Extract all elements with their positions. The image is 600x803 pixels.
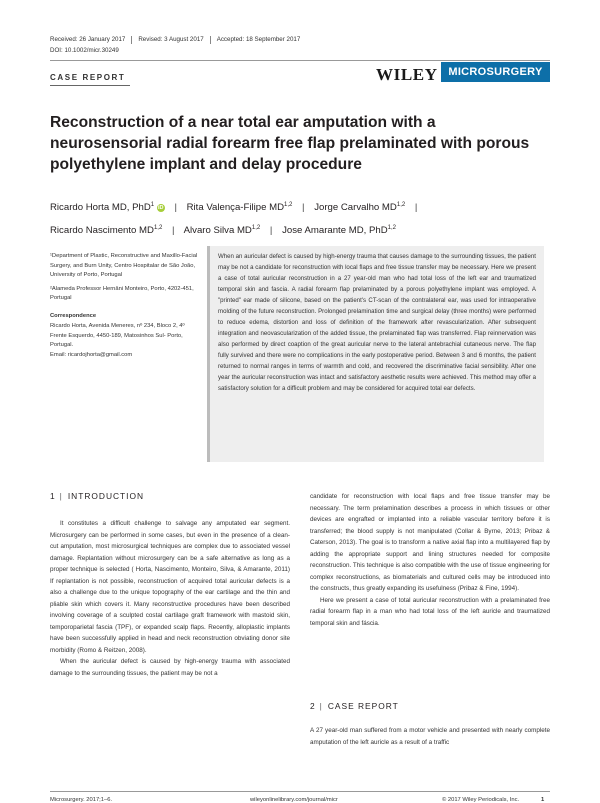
paragraph: Here we present a case of total auricular reconstruction with a prelaminated free radial forearm flap in a man who had total loss of the left auricle and traumatized temporal skin and fáscia. bbox=[310, 596, 550, 627]
author-list bbox=[50, 195, 550, 241]
paragraph: It constitutes a difficult challenge to salvage any amputated ear segment. Microsurgery can be performed in some cases, but even in the presence of a clean-cut amputation, most microsurgical techniques are complex due to associated vessel damage. Replantation without microsurgery can be a safe alternative as long as a proper technique is selected ( Horta, Nascimento, Monteiro, Silva, & Amarante, 2011) If replantation is not possible, reconstruction of acquired total auricular defects is a also a challenge due to the unique topography of the ear cartilage and the thin and pliable skin which covers it. Many reconstructive procedures have been described involving coverage of a sculpted costal cartilage graft framework with mastoid skin, temporoparietal fascia (TPF), or expanded scalp flaps. Recently, alloplastic implants have been successfully applied in head and neck reconstruction obviating donor site morbidity (Romo & Reitzen, 2008). bbox=[50, 520, 290, 654]
article-title: Reconstruction of a near total ear amputation with a neurosensorial radial forearm free flap prelaminated with porous polyethylene implant and delay procedure bbox=[50, 114, 530, 173]
body-column-right-case bbox=[310, 725, 550, 748]
affiliation-2: ²Alameda Professor Hernâni Monteiro, Porto, 4202-451, Portugal bbox=[50, 285, 194, 301]
date-separator bbox=[131, 36, 132, 44]
orcid-icon[interactable]: iD bbox=[158, 205, 164, 212]
correspondence-email[interactable]: Email: ricardojhorta@gmail.com bbox=[50, 351, 133, 358]
section-heading-introduction: 1 | INTRODUCTION bbox=[50, 491, 145, 501]
revised-date: Revised: 3 August 2017 bbox=[138, 36, 204, 43]
date-separator bbox=[210, 36, 211, 44]
body-column-right bbox=[310, 491, 550, 629]
author[interactable]: Alvaro Silva MD$^{1,2}$ bbox=[183, 225, 261, 237]
author[interactable]: Jorge Carvalho MD$^{1,2}$ bbox=[314, 202, 406, 214]
author-separator: | bbox=[174, 202, 177, 214]
article-type-underline bbox=[50, 85, 130, 86]
doi[interactable]: DOI: 10.1002/micr.30249 bbox=[50, 47, 119, 54]
author-separator: | bbox=[302, 202, 305, 214]
author-separator: | bbox=[414, 202, 418, 214]
correspondence-address: Ricardo Horta, Avenida Meneres, nº 234, Bloco 2, 4º Frente Esquerdo, 4450-189, Matosinhos Sul- Porto, Portugal. bbox=[50, 323, 185, 348]
page-number: 1 bbox=[541, 797, 545, 803]
author[interactable]: Ricardo Horta MD, PhD$^1$ bbox=[50, 202, 155, 214]
section-heading-case-report: 2 | CASE REPORT bbox=[310, 701, 399, 711]
received-date: Received: 26 January 2017 bbox=[50, 36, 126, 43]
footer-copyright: © 2017 Wiley Periodicals, Inc. bbox=[442, 797, 520, 803]
body-column-left bbox=[50, 518, 290, 679]
author[interactable]: Jose Amarante MD, PhD$^{1,2}$ bbox=[282, 225, 396, 237]
accepted-date: Accepted: 18 September 2017 bbox=[216, 36, 301, 43]
journal-badge: MICROSURGERY bbox=[441, 62, 550, 82]
article-dates bbox=[50, 36, 300, 44]
publisher-logo: WILEY bbox=[376, 65, 438, 84]
header-divider bbox=[50, 60, 550, 61]
correspondence-heading: Correspondence bbox=[50, 312, 97, 319]
paragraph: A 27 year-old man suffered from a motor vehicle and presented with nearly complete amputation of the left auricle as a result of a traffic bbox=[310, 727, 550, 746]
author-separator: | bbox=[269, 225, 273, 237]
author-separator: | bbox=[171, 225, 175, 237]
footer-journal: Microsurgery. 2017;1–6. bbox=[50, 797, 113, 803]
abstract: When an auricular defect is caused by high-energy trauma that causes damage to the surrounding tissues, the patient may be not a candidate for reconstruction with local flaps and free tissue transfer may be necessary. Here we present a case of total auricular reconstruction in a 27 year-old man who had total loss of the left ear and traumatized temporal skin and fascia. A radial forearm flap prelaminated by a porous polyethylene implant was employed. A "printed" ear made of silicone, based on the patient's CT-scan of the contralateral ear, was used for intraoperative molding of the future reconstruction. Prolonged prelamination time and surgical delay (three months) were performed to reduce edema, distortion and loss of definition of the framework after revascularization. After subsequent integration and neovascularization of the added tissue, the prelaminated flap was transferred. Flap reinnervation was also performed by direct coaption of the great auricular nerve to the lateral antebrachial cutaneous nerve. The flap fully survived and there were no complications in the early postoperative period. Between 3 and 6 months, the patient returned to normal ranges in terms of warmth and cold, and recovered the discriminative facial sensibility. After one year the auricular reconstruction was intact and satisfactory aesthetic results were achieved. This method may offer a satisfactory solution for a difficult problem and may be considered for acquired total ear defects. bbox=[207, 246, 544, 462]
article-type: CASE REPORT bbox=[50, 73, 126, 82]
affiliations bbox=[50, 252, 200, 364]
paragraph: When the auricular defect is caused by high-energy trauma with associated damage to the surrounding tissues, the patient may be not a bbox=[50, 658, 290, 677]
author[interactable]: Ricardo Nascimento MD$^{1,2}$ bbox=[50, 225, 163, 237]
footer-url[interactable]: wileyonlinelibrary.com/journal/micr bbox=[250, 797, 338, 803]
affiliation-1: ¹Department of Plastic, Reconstructive and Maxillo-Facial Surgery, and Burn Unity, Centro Hospitalar de São João, University of Porto, Portugal bbox=[50, 253, 198, 278]
author[interactable]: Rita Valença-Filipe MD$^{1,2}$ bbox=[186, 202, 293, 214]
paragraph: candidate for reconstruction with local flaps and free tissue transfer may be necessary. The term prelamination describes a process in which tissues or other devices are engrafted or implanted into a reliable vascular territory before it is transferred; the blood supply is not manipulated (Collar & Byrne, 2013; Pribaz & Caterson, 2013). The goal is to transform a native axial flap into a multilayered flap by adding the appropriate support and lining structures needed for composite reconstruction. This technique is also compatible with the use of tissue engineering for complex reconstructions, as biomaterials and cultured cells may be introduced into the constructs, thus greatly expanding its usefulness (Pribaz & Fine, 1994). bbox=[310, 493, 550, 592]
footer-divider bbox=[50, 791, 550, 792]
